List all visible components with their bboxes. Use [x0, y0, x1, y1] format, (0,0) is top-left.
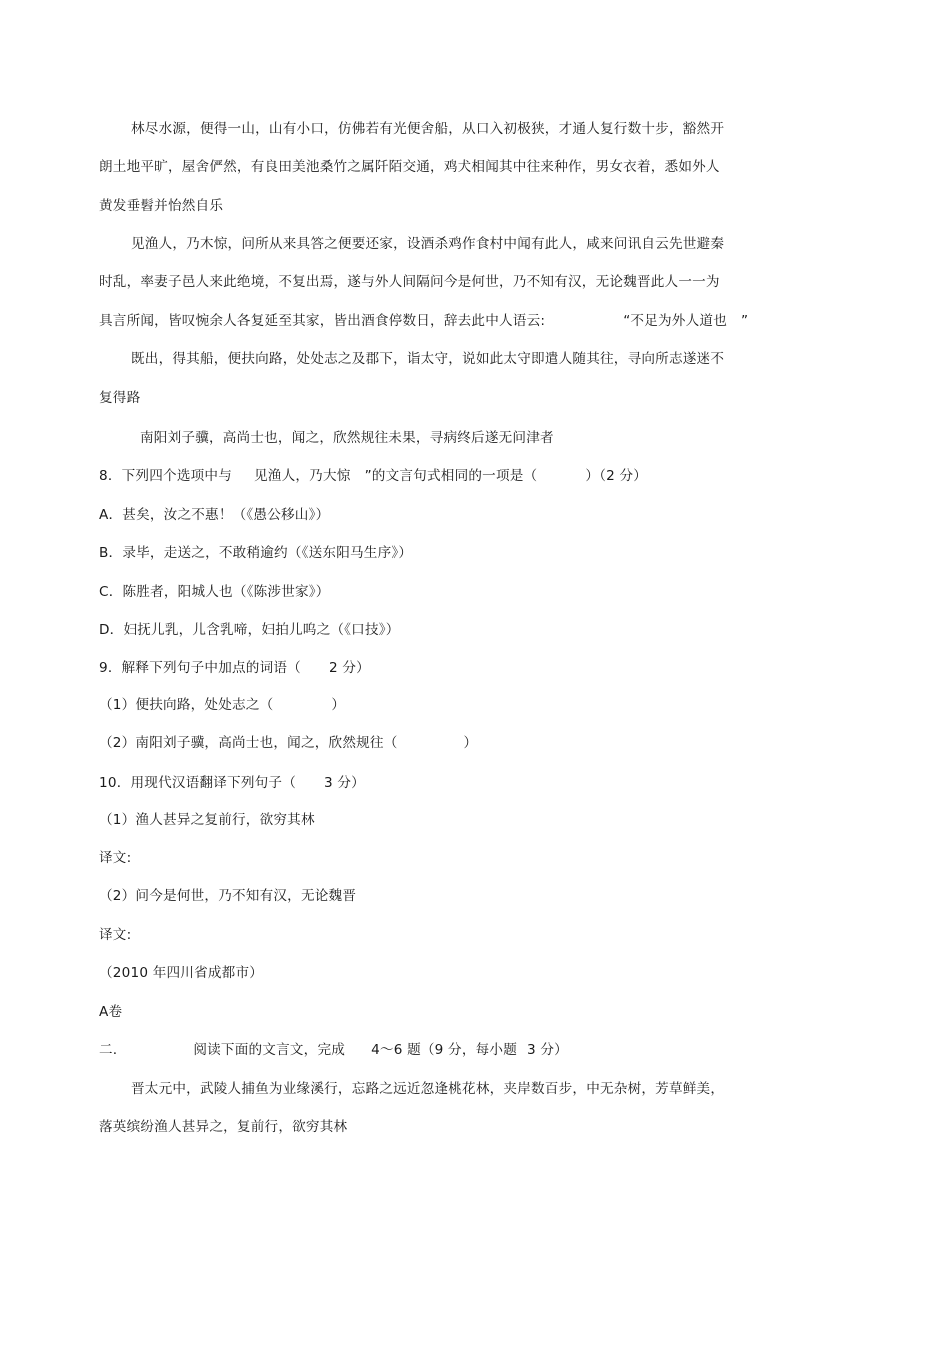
- passage1-p2-line3: [99, 311, 748, 331]
- passage1-p2-line3-text: 具言所闻，皆叹惋余人各复延至其家，皆出酒食停数日，辞去此中人语云:: [99, 313, 546, 329]
- passage1-p2-line1: 见渔人，乃木惊，问所从来具答之便要还家，设酒杀鸡作食村中闻有此人，咸来问讯自云先世避秦: [131, 236, 725, 252]
- q9-sub1-close: ）: [331, 697, 346, 713]
- q9-stem-b: 2 分）: [328, 660, 370, 676]
- q10-sub2: （2）问今是何世，乃不知有汉，无论魏晋: [99, 888, 357, 904]
- volume-label: A卷: [99, 1004, 123, 1020]
- section2-text-a: 阅读下面的文言文，完成: [193, 1042, 346, 1058]
- passage1-p3-line1: 既出，得其船，便扶向路，处处志之及郡下，诣太守，说如此太守即遣人随其往，寻向所志遂迷不: [131, 351, 725, 367]
- q10-translation1-label: 译文:: [99, 850, 132, 866]
- q9-sub1: [99, 695, 345, 715]
- passage1-p1-line3: 黄发垂髫并怡然自乐: [99, 198, 224, 214]
- q8-option-c: C．陈胜者，阳城人也（《陈涉世家》）: [99, 584, 330, 600]
- passage1-p2-quote: “不足为外人道也: [623, 313, 727, 329]
- passage1-p2-quote-close: ”: [741, 313, 749, 329]
- section2-text-b: 4～6 题（9 分，每小题: [371, 1042, 518, 1058]
- passage1-p1-line2: 朗土地平旷，屋舍俨然，有良田美池桑竹之属阡陌交通，鸡犬相闻其中往来种作，男女衣着，悉如外人: [99, 159, 720, 175]
- passage1-p1-line1: 林尽水源，便得一山，山有小口，仿佛若有光便舍船，从口入初极狭，才通人复行数十步，豁然开: [131, 121, 725, 137]
- section2-heading: [99, 1040, 568, 1060]
- q8-stem-b: 见渔人，乃大惊: [254, 468, 351, 484]
- passage1-p4-line1: 南阳刘子骥，高尚士也，闻之，欣然规往未果，寻病终后遂无问津者: [140, 430, 554, 446]
- q10-stem-a: 10．用现代汉语翻译下列句子（: [99, 775, 297, 791]
- q9-stem: [99, 658, 370, 678]
- passage1-p2-line2: 时乱，率妻子邑人来此绝境，不复出焉，遂与外人间隔问今是何世，乃不知有汉，无论魏晋此人一一为: [99, 274, 720, 290]
- q9-sub2-close: ）: [463, 735, 478, 751]
- q8-stem: [99, 466, 647, 486]
- q8-option-d: D．妇抚儿乳，儿含乳啼，妇拍儿呜之（《口技》）: [99, 622, 400, 638]
- q8-option-b: B．录毕，走送之，不敢稍逾约（《送东阳马生序》）: [99, 545, 413, 561]
- q8-stem-a: 8．下列四个选项中与: [99, 468, 232, 484]
- q9-sub2-text: （2）南阳刘子骥，高尚士也，闻之，欣然规往（: [99, 735, 398, 751]
- q9-stem-a: 9．解释下列句子中加点的词语（: [99, 660, 301, 676]
- passage1-p3-line2: 复得路: [99, 390, 141, 406]
- q9-sub2: [99, 733, 477, 753]
- q10-translation2-label: 译文:: [99, 927, 132, 943]
- passage2-line1: 晋太元中，武陵人捕鱼为业缘溪行，忘路之远近忽逢桃花林，夹岸数百步，中无杂树，芳草鲜美，: [131, 1081, 725, 1097]
- q10-sub1: （1）渔人甚异之复前行，欲穷其林: [99, 812, 315, 828]
- q8-option-a: A．甚矣，汝之不惠！（《愚公移山》）: [99, 507, 330, 523]
- q10-stem-b: 3 分）: [324, 775, 365, 791]
- passage2-line2: 落英缤纷渔人甚异之，复前行，欲穷其林: [99, 1119, 348, 1135]
- q10-stem: [99, 773, 365, 793]
- section2-text-c: 3 分）: [527, 1042, 568, 1058]
- section2-number: 二.: [99, 1042, 118, 1058]
- source-note: （2010 年四川省成都市）: [99, 965, 264, 981]
- q8-stem-d: ）（2 分）: [585, 468, 648, 484]
- q9-sub1-text: （1）便扶向路，处处志之（: [99, 697, 274, 713]
- q8-stem-c: ”的文言句式相同的一项是（: [364, 468, 538, 484]
